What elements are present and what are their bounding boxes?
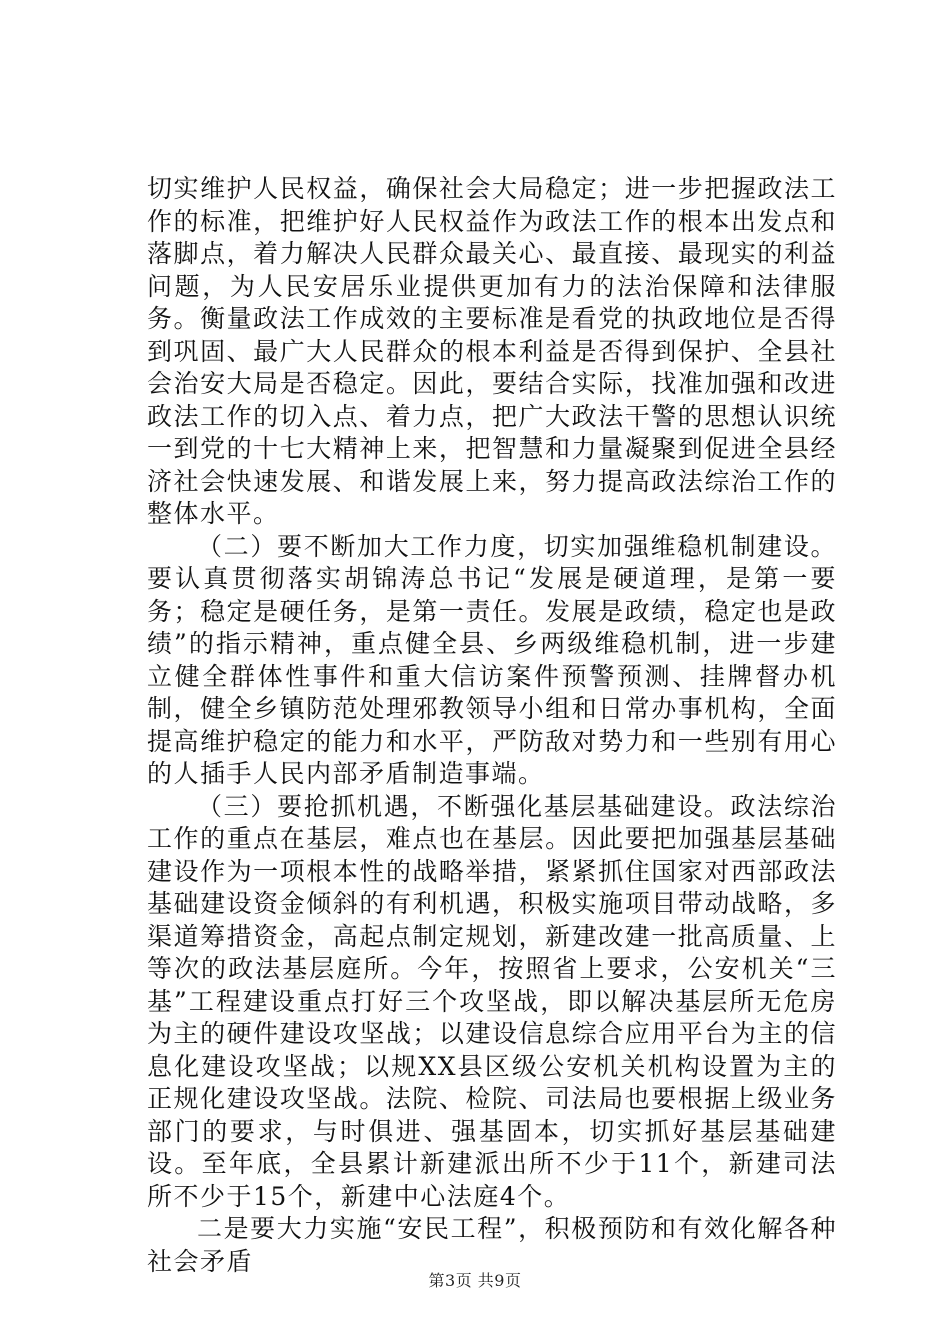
paragraph-section-two: （二）要不断加大工作力度，切实加强维稳机制建设。要认真贯彻落实胡锦涛总书记“发展是硬道理，是第一要务；稳定是硬任务，是第一责任。发展是政绩，稳定也是政绩”的指示精神，重点健全县、乡两级维稳机制，进一步建立健全群体性事件和重大信访案件预警预测、挂牌督办机制，健全乡镇防范处理邪教领导小组和日常办事机构，全面提高维护稳定的能力和水平，严防敌对势力和一些别有用心的人插手人民内部矛盾制造事端。 — [147, 531, 837, 788]
paragraph-section-three: （三）要抢抓机遇，不断强化基层基础建设。政法综治工作的重点在基层，难点也在基层。因此要把加强基层基础建设作为一项根本性的战略举措，紧紧抓住国家对西部政法基础建设资金倾斜的有利机遇，积极实施项目带动战略，多渠道筹措资金，高起点制定规划，新建改建一批高质量、上等次的政法基层庭所。今年，按照省上要求，公安机关“三基”工程建设重点打好三个攻坚战，即以解决基层所无危房为主的硬件建设攻坚战；以建设信息综合应用平台为主的信息化建设攻坚战；以规XX县区级公安机关机构设置为主的正规化建设攻坚战。法院、检院、司法局也要根据上级业务部门的要求，与时俱进、强基固本，切实抓好基层基础建设。至年底，全县累计新建派出所不少于11个，新建司法所不少于15个，新建中心法庭4个。 — [147, 791, 837, 1211]
paragraph-point-two: 二是要大力实施“安民工程”，积极预防和有效化解各种社会矛盾 — [147, 1214, 837, 1276]
page-footer: 第3页 共9页 — [428, 1271, 522, 1290]
document-body — [147, 173, 837, 1278]
paragraph-continuation: 切实维护人民权益，确保社会大局稳定；进一步把握政法工作的标准，把维护好人民权益作为政法工作的根本出发点和落脚点，着力解决人民群众最关心、最直接、最现实的利益问题，为人民安居乐业提供更加有力的法治保障和法律服务。衡量政法工作成效的主要标准是看党的执政地位是否得到巩固、最广大人民群众的根本利益是否得到保护、全县社会治安大局是否稳定。因此，要结合实际，找准加强和改进政法工作的切入点、着力点，把广大政法干警的思想认识统一到党的十七大精神上来，把智慧和力量凝聚到促进全县经济社会快速发展、和谐发展上来，努力提高政法综治工作的整体水平。 — [147, 174, 837, 528]
